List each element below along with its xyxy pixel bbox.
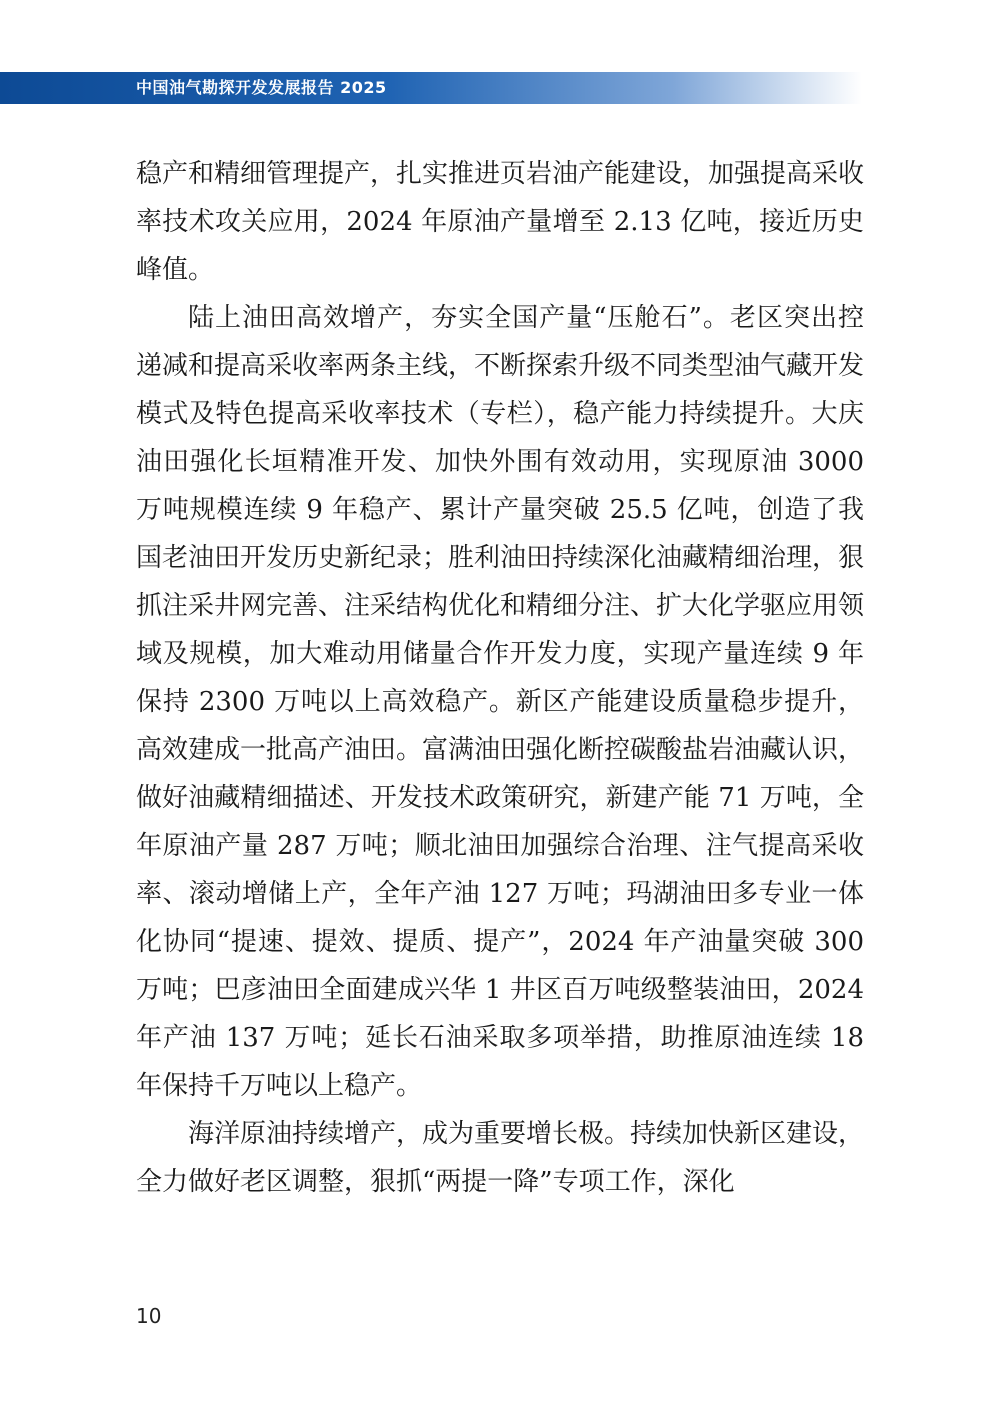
paragraph-offshore-oil: 海洋原油持续增产，成为重要增长极。持续加快新区建设，全力做好老区调整，狠抓“两提一降”专项工作，深化: [136, 1119, 865, 1197]
body-text: [136, 150, 864, 1206]
paragraph-continuation: 稳产和精细管理提产，扎实推进页岩油产能建设，加强提高采收率技术攻关应用，2024 年原油产量增至 2.13 亿吨，接近历史峰值。: [136, 159, 865, 285]
page-number: 10: [136, 1304, 162, 1328]
running-header-title: 中国油气勘探开发发展报告 2025: [136, 78, 387, 97]
paragraph-onshore-oilfields: 陆上油田高效增产，夯实全国产量“压舱石”。老区突出控递减和提高采收率两条主线，不断探索升级不同类型油气藏开发模式及特色提高采收率技术（专栏），稳产能力持续提升。大庆油田强化长垣精准开发、加快外围有效动用，实现原油 3000 万吨规模连续 9 年稳产、累计产量突破 25.5 亿吨，创造了我国老油田开发历史新纪录；胜利油田持续深化油藏精细治理，狠抓注采井网完善、注采结构优化和精细分注、扩大化学驱应用领域及规模，加大难动用储量合作开发力度，实现产量连续 9 年保持 2300 万吨以上高效稳产。新区产能建设质量稳步提升，高效建成一批高产油田。富满油田强化断控碳酸盐岩油藏认识，做好油藏精细描述、开发技术政策研究，新建产能 71 万吨，全年原油产量 287 万吨；顺北油田加强综合治理、注气提高采收率、滚动增储上产，全年产油 127 万吨；玛湖油田多专业一体化协同“提速、提效、提质、提产”，2024 年产油量突破 300 万吨；巴彦油田全面建成兴华 1 井区百万吨级整装油田，2024 年产油 137 万吨；延长石油采取多项举措，助推原油连续 18 年保持千万吨以上稳产。: [136, 303, 865, 1101]
header-band: [0, 72, 862, 104]
